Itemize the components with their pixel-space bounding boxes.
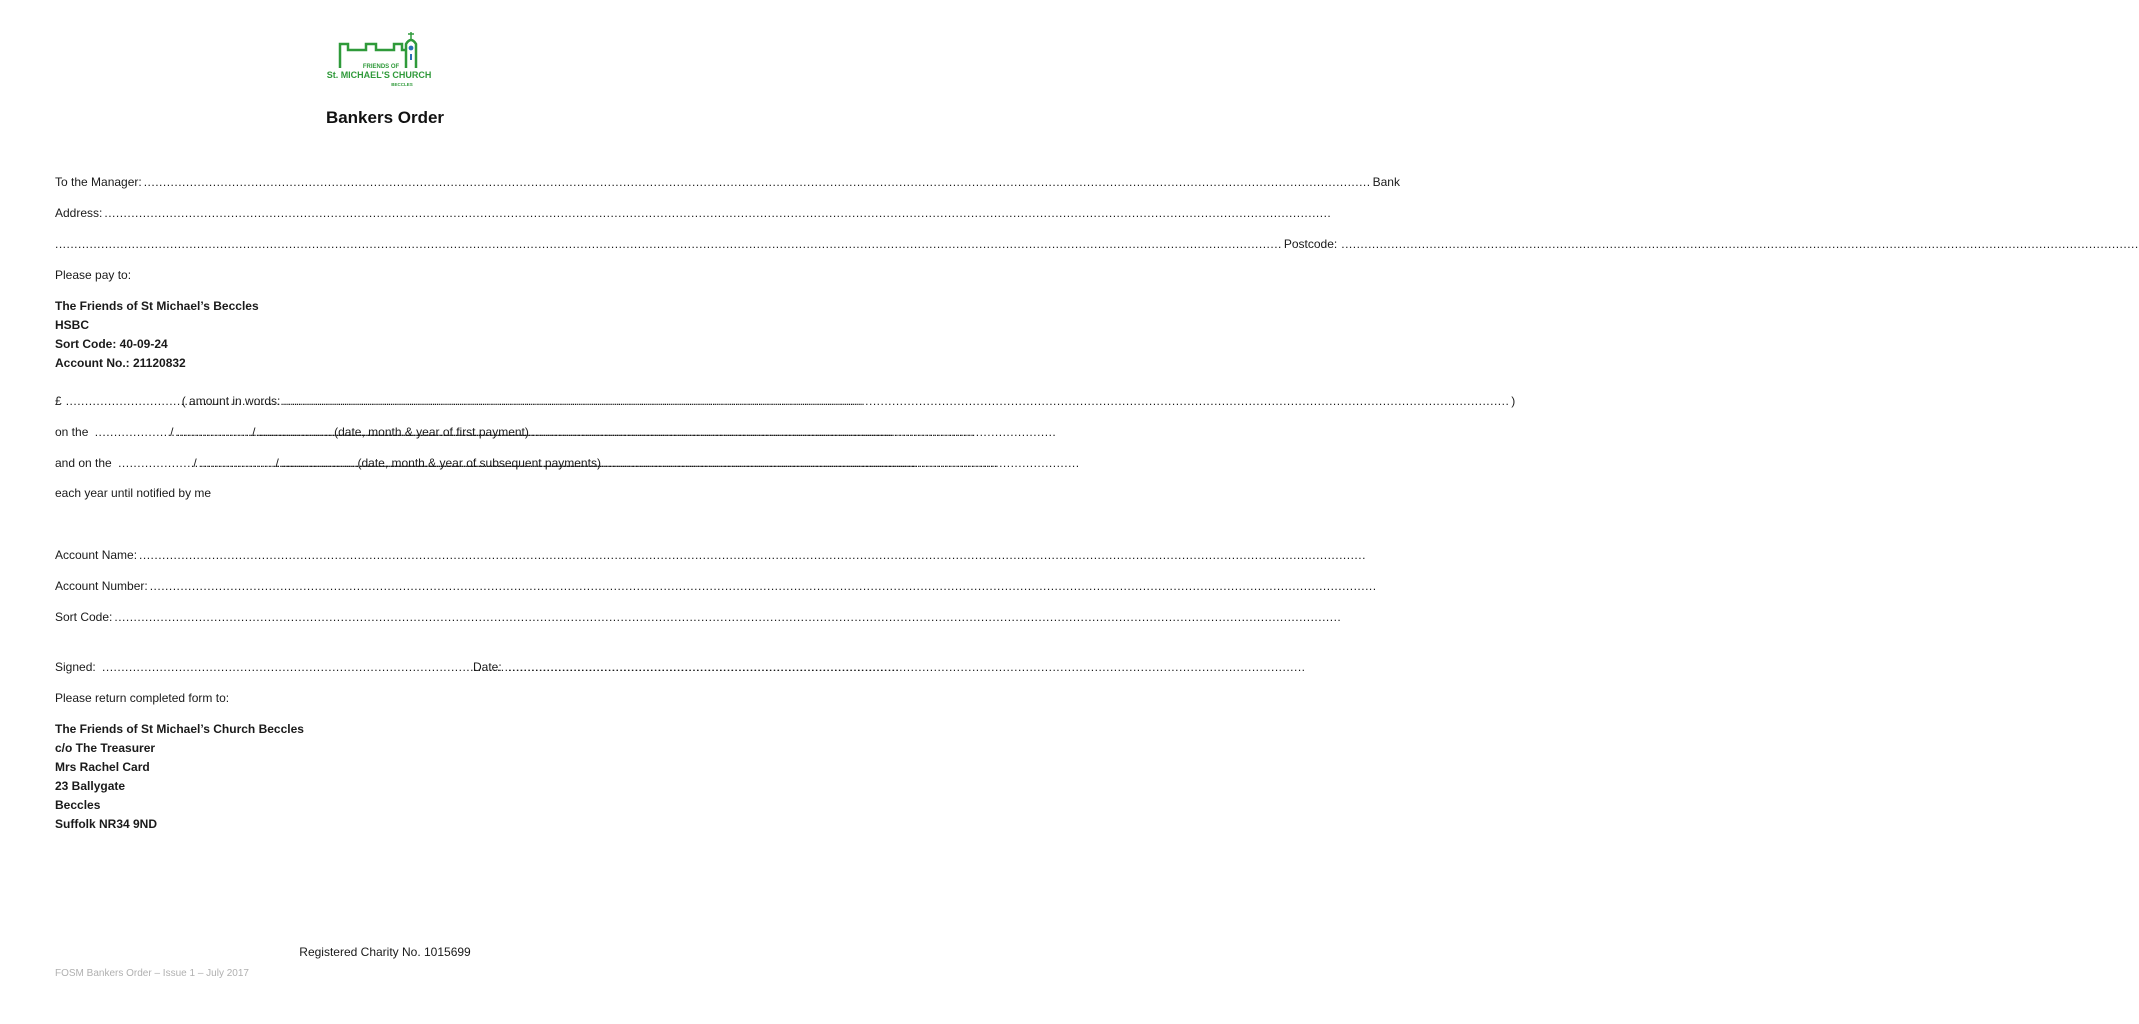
address-field[interactable] [104, 205, 1331, 221]
date-field[interactable] [508, 659, 714, 675]
svg-text:FRIENDS OF: FRIENDS OF [362, 64, 400, 70]
address-label: Address: [55, 206, 103, 220]
first-payment-row [55, 424, 715, 440]
account-name-field[interactable] [139, 547, 1366, 563]
date-separator-slash: / [193, 456, 197, 470]
postcode-field[interactable] [1341, 236, 1525, 252]
church-logo [326, 30, 432, 94]
page-title: Bankers Order [325, 108, 445, 127]
svg-text:St. MICHAEL'S CHURCH: St. MICHAEL'S CHURCH [326, 70, 432, 80]
amount-words-label: ( amount in words: [181, 394, 281, 408]
currency-symbol: £ [55, 394, 62, 408]
subsequent-payment-row [55, 455, 715, 471]
first-payment-year-field[interactable] [259, 424, 331, 440]
postcode-label: Postcode: [1283, 237, 1338, 251]
account-name-row [55, 547, 715, 563]
address-continuation-field[interactable] [55, 236, 1282, 252]
date-separator-slash: / [252, 425, 256, 439]
account-number-row [55, 578, 715, 594]
first-payment-day-field[interactable] [95, 424, 167, 440]
return-address-line: c/o The Treasurer [55, 741, 156, 755]
payee-account-number: Account No.: 21120832 [55, 356, 186, 370]
date-separator-slash: / [275, 456, 279, 470]
account-number-label: Account Number: [55, 579, 148, 593]
return-address-line: Suffolk NR34 9ND [55, 817, 158, 831]
date-row [473, 659, 715, 675]
subsequent-payment-year-field[interactable] [282, 455, 354, 471]
first-payment-month-field[interactable] [177, 424, 249, 440]
first-payment-label: on the [55, 425, 89, 439]
amount-field[interactable] [66, 393, 178, 409]
return-address-line: Beccles [55, 798, 101, 812]
subsequent-payment-month-field[interactable] [200, 455, 272, 471]
pay-to-label: Please pay to: [55, 268, 132, 282]
date-label: Date: [473, 660, 502, 674]
subsequent-payment-day-field[interactable] [118, 455, 190, 471]
charity-number: Registered Charity No. 1015699 [299, 945, 471, 959]
church-outline-icon [326, 30, 432, 94]
manager-field[interactable] [144, 174, 1371, 190]
payee-name: The Friends of St Michael’s Beccles [55, 299, 259, 313]
amount-field-row [55, 393, 1516, 409]
subsequent-payment-hint: (date, month & year of subsequent payments) [357, 456, 601, 470]
until-notified-text: each year until notified by me [55, 486, 212, 500]
payee-bank: HSBC [55, 318, 90, 332]
return-label: Please return completed form to: [55, 691, 230, 705]
sort-code-label: Sort Code: [55, 610, 113, 624]
issue-note: FOSM Bankers Order – Issue 1 – July 2017 [55, 968, 249, 979]
sort-code-row [55, 609, 715, 625]
postcode-field-row [55, 236, 1338, 252]
bank-suffix: Bank [1372, 175, 1400, 189]
amount-words-field[interactable] [282, 393, 1509, 409]
account-number-field[interactable] [150, 578, 1377, 594]
amount-words-close: ) [1511, 394, 1516, 408]
signed-label: Signed: [55, 660, 96, 674]
account-name-label: Account Name: [55, 548, 138, 562]
signature-field[interactable] [102, 659, 392, 675]
first-payment-hint: (date, month & year of first payment) [334, 425, 529, 439]
manager-field-row [55, 174, 1400, 190]
return-address-line: The Friends of St Michael’s Church Beccles [55, 722, 304, 736]
sort-code-field[interactable] [114, 609, 1341, 625]
subsequent-payment-label: and on the [55, 456, 112, 470]
svg-text:BECCLES: BECCLES [391, 82, 413, 87]
payee-sort-code: Sort Code: 40-09-24 [55, 337, 168, 351]
date-separator-slash: / [170, 425, 174, 439]
manager-label: To the Manager: [55, 175, 142, 189]
return-address-line: Mrs Rachel Card [55, 760, 150, 774]
address-field-row [55, 205, 715, 221]
return-address-line: 23 Ballygate [55, 779, 126, 793]
